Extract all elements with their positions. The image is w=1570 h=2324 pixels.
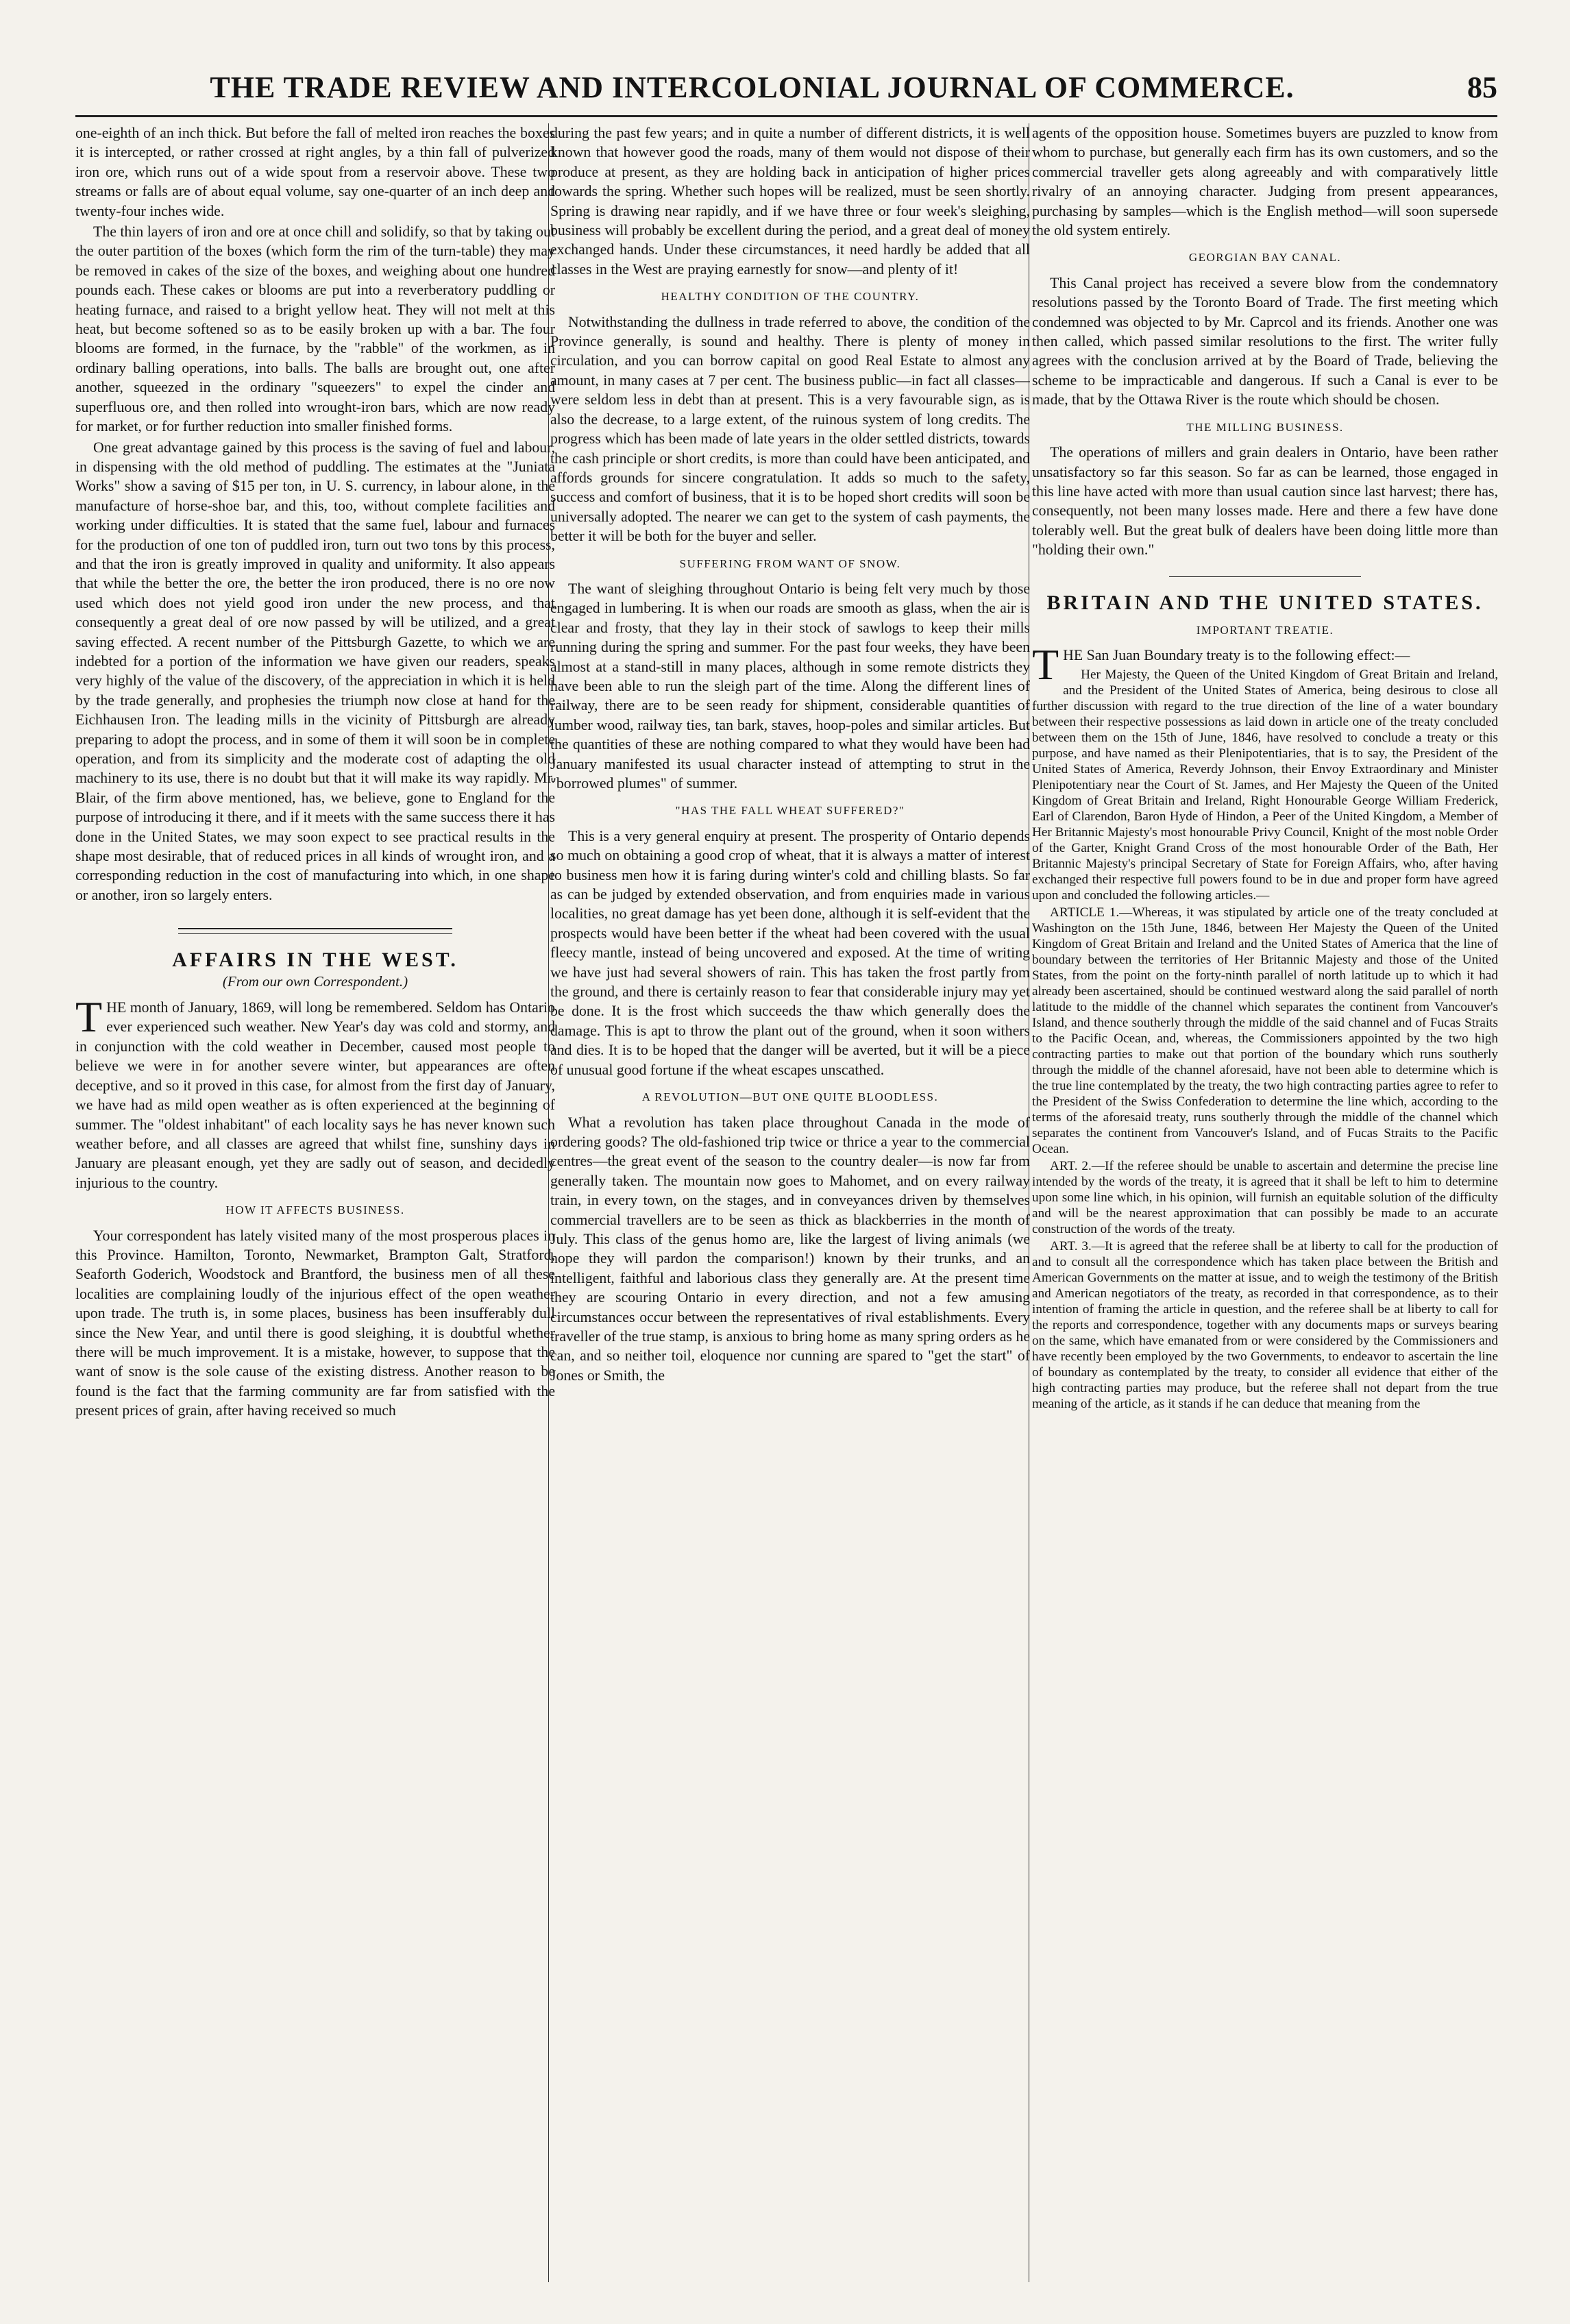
subheading: GEORGIAN BAY CANAL. [1188,251,1342,265]
byline: (From our own Correspondent.) [222,973,408,990]
paragraph-text: HE San Juan Boundary treaty is to the following effect:— [1063,647,1410,664]
paragraph: This Canal project has received a severe blow from the condemnatory resolutions passed by the Toronto Board of Trade. The first meeting which condemned was objected to by Mr. Caprcol and its friends. Another one was then called, which passed similar resolutions to the first. The writer fully agrees with the conclusion arrived at by the Board of Trade, believing the scheme to be impracticable and dangerous. If such a Canal is ever to be made, that by the Ottawa River is the route which should be chosen. [1032,274,1498,408]
paragraph: The want of sleighing throughout Ontario is being felt very much by those engaged in lumbering. It is when our roads are smooth as glass, when the air is clear and frosty, that they lay in their stock of sawlogs to keep their mills running during the spring and summer. For the past four weeks, they have been almost at a stand-still in many places, although in some remote districts they have been able to run the sleigh part of the time. Along the different lines of railway, there are to be seen ready for shipment, considerable quantities of lumber wood, railway ties, tan bark, staves, hoop-poles and similar articles. But the quantities of these are nothing compared to what they would have been had January manifested its usual character instead of attempting to strut in the "borrowed plumes" of summer. [550,580,1030,792]
paragraph: during the past few years; and in quite a number of different districts, it is well known that however good the roads, many of them would not dispose of their produce at present, as they are holding back in anticipation of higher prices towards the spring. Whether such hopes will be realized, must be seen shortly. Spring is drawing near rapidly, and if we have three or four week's sleighing, business will probably be excellent during the period, and a great deal of money exchanged hands. Under these circumstances, it need hardly be added that all classes in the West are praying earnestly for snow—and plenty of it! [550,125,1030,278]
drop-cap: T [1032,640,1059,689]
column-1 [75,123,555,2282]
subheading: IMPORTANT TREATIE. [1196,623,1334,637]
section-title: BRITAIN AND THE UNITED STATES. [1046,591,1484,614]
paragraph: One great advantage gained by this process is the saving of fuel and labour, in dispensing with the old method of puddling. The estimates at the "Juniata Works" show a saving of $15 per ton, in U. S. currency, in labour alone, in the manufacture of horse-shoe bar, and this, too, without complete facilities and working under difficulties. It is stated that the same fuel, labour and furnaces for the production of one ton of puddled iron, turn out two tons by this process, and that the iron is greatly improved in quality and uniformity. It also appears that while the better the ore, the better the iron produced, there is no ore now used which does not yield good iron under the new process, and that consequently a great deal of ore now passed by will be utilized, and a great saving effected. A recent number of the Pittsburgh Gazette, to which we are indebted for a portion of the information we have given our readers, speaks very highly of the value of the discovery, of the appreciation in which it is held by the trade generally, and prophesies the triumph now close at hand for the Eichhausen Iron. The leading mills in the vicinity of Pittsburgh are already preparing to adopt the process, and in some of them it will soon be in complete operation, and from its simplicity and the moderate cost of adapting the old machinery to its use, there is no doubt but that it will make its way rapidly. Mr. Blair, of the firm above mentioned, has, we believe, gone to England for the purpose of introducing it there, and if it meets with the same success there it has done in the United States, we may soon expect to see practical results in the shape most desirable, that of reduced prices in all kinds of wrought iron, and a corresponding reduction in the cost of manufacturing into which, in one shape or another, iron so largely enters. [75,439,555,903]
subheading: THE MILLING BUSINESS. [1186,420,1344,434]
treaty-article: ART. 3.—It is agreed that the referee shall be at liberty to call for the production of and to consult all the correspondence which has taken place between the British and American Governments on the matter at issue, and to weigh the testimony of the British and American negotiators of the treaty, as recorded in that correspondence, as to their intention of framing the article in question, and the referee shall be at liberty to call for the reports and correspondence, together with any documents maps or surveys bearing on the same, which have emanated from or were considered by the Commissioners and have recently been employed by the two Governments, to endeavor to ascertain the line of boundary as contemplated by the treaty, to consider all evidence that either of the high contracting parties may produce, but the referee shall not depart from the true meaning of the article, as it stands if he can deduce that meaning from the [1032,1238,1498,1411]
running-head [75,66,1497,121]
paragraph-text: HE month of January, 1869, will long be remembered. Seldom has Ontario ever experienced such weather. New Year's day was cold and stormy, and in conjunction with the cold weather in December, caused most people to believe we were in for another severe winter, but appearances are often deceptive, and so it proved in this case, for almost from the first day of January, we have had as mild open weather as is often experienced at the beginning of summer. The "oldest inhabitant" of each locality says he has never known such weather before, and all classes are agreed that whilst fine, sunshiny days in January are pleasant enough, yet they are sadly out of season, and decidedly injurious to the country. [75,999,555,1191]
paragraph: one-eighth of an inch thick. But before the fall of melted iron reaches the boxes it is intercepted, or rather crossed at right angles, by a thin fall of pulverized iron ore, which runs out of a wide spout from a reservoir above. These two streams or falls are of about equal volume, say one-quarter of an inch deep and twenty-four inches wide. [75,125,555,219]
column-3 [1032,123,1498,2282]
treaty-article: ART. 2.—If the referee should be unable to ascertain and determine the precise line intended by the words of the treaty, it is agreed that it shall be left to him to determine upon some line which, in his opinion, will furnish an equitable solution of the difficulty and will be the nearest approximation that can possibly be made to an accurate construction of the words of the treaty. [1032,1158,1498,1236]
subheading: HOW IT AFFECTS BUSINESS. [225,1203,405,1217]
paragraph: What a revolution has taken place throughout Canada in the mode of ordering goods? The old-fashioned trip twice or thrice a year to the commercial centres—the great event of the season to the country dealer—is now far from generally taken. The mountain now goes to Mahomet, and on every railway train, in every town, on the stages, and in conveyances driven by themselves commercial travellers are to be seen as thick as blackberries in the month of July. This class of the genus homo are, like the largest of living animals (we hope they will pardon the comparison!) known by their trunks, and an intelligent, faithful and laborious class they generally are. At the present time they are scouring Ontario in every direction, and not a few amusing circumstances occur between the representatives of rival establishments. Every traveller of the true stamp, is anxious to bring home as many spring orders as he can, and so neither toil, eloquence nor cunning are spared to "get the start" of Jones or Smith, the [550,1114,1030,1384]
section-title: AFFAIRS IN THE WEST. [172,949,458,972]
paragraph: The thin layers of iron and ore at once chill and solidify, so that by taking out the outer partition of the boxes (which form the rim of the turn-table) they may be removed in cakes of the size of the boxes, and weighing about one hundred pounds each. These cakes or blooms are put into a reverberatory puddling or heating furnace, and raised to a bright yellow heat. They will not melt at this heat, but become softened so as to be easily broken up with a bar. The four blooms are formed, in the furnace, by the "rabble" of the workmen, as in ordinary balling operations, into balls. The balls are brought out, one after another, squeezed in the ordinary "squeezers" to expel the cinder and superfluous ore, and then rolled into wrought-iron bars, which are now ready for market, or for further reduction into smaller finished forms. [75,223,555,435]
subheading: A REVOLUTION—BUT ONE QUITE BLOODLESS. [641,1090,939,1104]
paragraph: This is a very general enquiry at present. The prosperity of Ontario depends so much on obtaining a good crop of wheat, that it is always a matter of interest to business men how it is faring during winter's cold and chilling blasts. So far as can be judged by extended observation, and from enquiries made in various localities, no great damage has yet been done, although it is self-evident that the prospects would have been better if the wheat had been covered with the usual fleecy mantle, instead of being uncovered and exposed. At the time of writing we have just had several showers of rain. This has taken the frost partly from the ground, and there is certainly reason to fear that considerable injury may yet be done. It is the frost which succeeds the thaw which generally does the damage. This is apt to throw the plant out of the ground, when it soon withers and dies. It is to be hoped that the danger will be averted, but it will be a piece of unusual good fortune if the wheat escapes unscathed. [550,827,1030,1078]
paragraph: The operations of millers and grain dealers in Ontario, have been rather unsatisfactory so far this season. So far as can be learned, those engaged in this line have acted with more than usual caution since last harvest; there has, consequently, not been many losses made. Here and there a few have done tolerably well. But the great bulk of dealers have been doing little more than "holding their own." [1032,444,1498,559]
subheading: SUFFERING FROM WANT OF SNOW. [679,556,901,570]
page-title: THE TRADE REVIEW AND INTERCOLONIAL JOURNAL OF COMMERCE. [210,71,1295,104]
paragraph [75,992,555,1192]
page-number: 85 [1467,71,1497,104]
treaty-paragraph: Her Majesty, the Queen of the United Kingdom of Great Britain and Ireland, and the President of the United States of America, being desirous to close all further discussion with regard to the true direction of the line of a water boundary between their respective possessions as laid down in article one of the treaty concluded between them on the 15th of June, 1846, have resolved to conclude a treaty or this purpose, and have named as their Plenipotentiaries, that is to say, the President of the United States of America, Reverdy Johnson, their Envoy Extraordinary and Minister Plenipotentiary near the Court of St. James, and Her Majesty the Queen of the United Kingdom of Great Britain and Ireland, Right Honourable George William Frederick, Earl of Clarendon, Baron Hyde of Hindon, a Peer of the United Kingdom, a Member of Her Britannic Majesty's most honourable Privy Council, Knight of the most noble Order of the Garter, Knight Grand Cross of the most honourable Order of the Bath, Her Britannic Majesty's principal Secretary of State for Foreign Affairs, who, after having exchanged their respective full powers found to be in due and proper form have agreed upon and concluded the following articles.— [1032,667,1498,903]
subheading: HEALTHY CONDITION OF THE COUNTRY. [661,290,920,304]
paragraph: Your correspondent has lately visited many of the most prosperous places in this Province. Hamilton, Toronto, Newmarket, Brampton Galt, Stratford, Seaforth Goderich, Woodstock and Brantford, the business men of all these localities are complaining loudly of the injurious effect of the open weather upon trade. The truth is, in some places, business has been insufferably dull since the New Year, and until there is good sleighing, it is doubtful whether there will be much improvement. It is a mistake, however, to suppose that the want of snow is the sole cause of the existing distress. Another reason to be found is the fact that the farming community are far from satisfied with the present prices of grain, after having received so much [75,1227,555,1419]
paragraph [1032,640,1498,689]
section-divider [178,928,452,934]
treaty-article: ARTICLE 1.—Whereas, it was stipulated by article one of the treaty concluded at Washington on the 15th June, 1846, between Her Majesty the Queen of the United Kingdom of Great Britain and Ireland and the United States of America that the line of boundary between the territories of Her Britannic Majesty and those of the United States, from the point on the forty-ninth parallel of north latitude up to which it had already been ascertained, should be continued westward along the said parallel of north latitude to the middle of the channel which separates the continent from Vancouver's Island, and thence southerly through the middle of the said channel and of Fucas Straits to the Pacific Ocean, and, whereas, the Commissioners appointed by the two high contracting parties to make out that portion of the boundary which runs southerly through the middle of the channel aforesaid, have not been able to determine which is the true line contemplated by the treaty, the two high contracting parties agree to refer to the President of the Swiss Confederation to determine the line which, according to the terms of the aforesaid treaty, runs southerly through the middle of the channel which separates the continent from Vancouver's Island, and of Fucas Straits to the Pacific Ocean. [1032,905,1498,1156]
section-divider [1169,576,1361,577]
drop-cap: T [75,992,103,1042]
subheading: "HAS THE FALL WHEAT SUFFERED?" [675,804,905,818]
column-2 [550,123,1030,2282]
paragraph: Notwithstanding the dullness in trade referred to above, the condition of the Province generally, is sound and healthy. There is plenty of money in circulation, and you can borrow capital on good Real Estate to almost any amount, in many cases at 7 per cent. The business public—in fact all classes—were seldom less in debt than at present. This is a very favourable sign, as is also the decrease, to a large extent, of the ruinous system of long credits. The progress which has been made of late years in the older settled districts, towards the cash principle or short credits, is more than could have been anticipated, and affords grounds for sincere congratulation. It adds so much to the safety, success and comfort of business, that it is to be hoped short credits will soon be universally adopted. The nearer we can get to the system of cash payments, the better it will be both for the buyer and seller. [550,313,1030,545]
header-rule [75,115,1497,117]
paragraph: agents of the opposition house. Sometimes buyers are puzzled to know from whom to purchase, but generally each firm has its own customers, and so the commercial traveller gets along agreeably and with comparatively little rivalry of an annoying character. Judging from present appearances, purchasing by samples—which is the English method—will soon supersede the old system entirely. [1032,125,1498,239]
